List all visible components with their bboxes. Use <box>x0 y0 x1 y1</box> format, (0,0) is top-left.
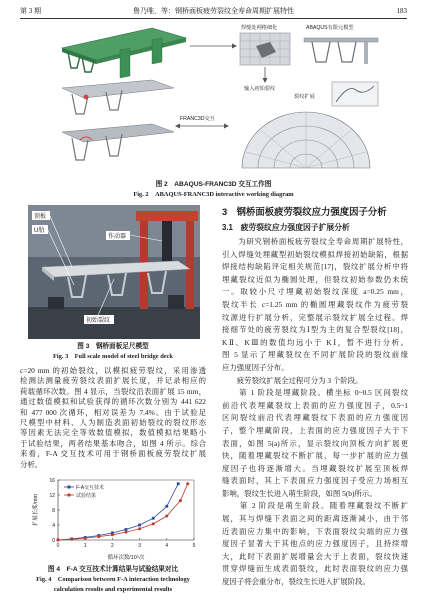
deck-diaphragm <box>120 48 130 78</box>
x-tick-label: 0 <box>56 543 60 549</box>
text-line: 第 1 阶段是埋藏阶段。横坐标 0~0.5 区间裂纹 <box>222 388 408 398</box>
figure-3-caption-en: Fig. 3 Full scale model of steel bridge deck <box>53 353 173 360</box>
y-tick-label: 0 <box>52 537 55 544</box>
text-line: 展，其与焊缝下表面之间的距离逐渐减小，由于邻 <box>222 514 408 524</box>
weld-mesh-detail <box>240 33 290 65</box>
actuator <box>162 221 172 261</box>
legend-label-series-2: 试验结果 <box>76 493 97 499</box>
text-line: 引入焊缝处埋藏型初始裂纹模拟焊接初始缺陷，根据 <box>222 249 408 259</box>
x-tick-label: 2 <box>111 543 114 549</box>
figure-4-caption-en-line-2: calculation results and experimental results <box>53 586 173 593</box>
data-point <box>152 522 155 525</box>
text-line: 快，随着埋藏裂纹不断扩展，每一步扩展的应力强 <box>222 451 408 461</box>
x-axis-label: 循环次数/10⁵次 <box>107 555 145 561</box>
right-column-text <box>222 236 408 589</box>
text-line: 和 477 000 次循环，相对误差为 7.4%。由于试验足 <box>20 407 206 417</box>
text-line: 来看，F-A 交互技术可用于钢桥面板疲劳裂纹扩展 <box>20 449 206 459</box>
text-line: 等因素无法完全等效数值模拟，数值模拟结果略小 <box>20 428 206 438</box>
loading-frame-column <box>186 211 194 309</box>
y-tick-label: 8 <box>52 507 55 514</box>
text-line: 第 2 阶段是萌生阶段。随着埋藏裂纹不断扩 <box>222 501 408 511</box>
text-line: 尺模型中材料、人为制造表面初始裂纹的裂纹形态 <box>20 417 206 427</box>
y-axis-label: 扩展长度/mm <box>33 493 39 527</box>
data-point <box>111 533 114 536</box>
text-line: 影响，裂纹生长进入萌生阶段，如图 5(b)所示。 <box>222 488 377 498</box>
data-point <box>125 528 128 531</box>
loading-frame-beam <box>136 211 198 221</box>
y-tick-label: 4 <box>52 522 55 529</box>
label-u-rib-text: U肋 <box>34 228 45 234</box>
data-point <box>70 538 73 541</box>
y-tick-label: 16 <box>49 477 55 484</box>
text-line: 贯穿焊缝而生成表面裂纹，此时表面裂纹的应力强 <box>222 564 408 574</box>
text-line: 裂纹半长 c=1.25 mm 的椭圆埋藏裂纹作为疲劳裂 <box>222 299 408 309</box>
figure-3-test-photo <box>28 205 200 339</box>
x-tick-label: 3 <box>138 543 141 549</box>
figure-2-caption-en: Fig. 2 ABAQUS-FRANC3D interactive working diagram <box>133 191 294 198</box>
data-point <box>152 517 155 520</box>
text-line: 表面，如图 5(a)所示，显示裂纹向顶板方向扩展更 <box>222 438 408 448</box>
figure-2-workflow-diagram <box>56 22 386 178</box>
text-line: 应力强度因子分布。 <box>222 362 289 372</box>
thumb-frame <box>332 82 378 106</box>
subsection-heading: 3.1 疲劳裂纹应力强度因子扩展分析 <box>222 223 350 232</box>
data-point <box>138 527 141 530</box>
data-point <box>165 505 168 508</box>
x-tick-label: 1 <box>83 543 87 549</box>
chart-legend <box>64 484 104 499</box>
x-tick-label: 5 <box>192 543 196 549</box>
sif-distribution-thumb <box>332 82 378 106</box>
text-line: 缝表面时，其上下表面应力强度因子受应力场相互 <box>222 476 408 486</box>
submodel-plate <box>62 80 174 98</box>
figure-4-caption-en-line-1: Fig. 4 Comparison between F-A interaction technology <box>36 576 190 583</box>
data-point <box>97 535 100 538</box>
arrow-head-icon <box>175 124 180 129</box>
left-column-text <box>20 366 206 470</box>
arrow-head-icon <box>263 78 268 83</box>
label-top-plate-text: 顶板 <box>34 214 47 220</box>
franc3d-submodel <box>62 80 174 114</box>
figure-4-chart <box>30 474 200 562</box>
figure-3-caption-cn: 图 3 钢桥面板足尺模型 <box>77 343 149 350</box>
text-line: 分析。 <box>20 459 43 469</box>
support-block <box>48 297 64 309</box>
running-title: 鲁乃唯，等：钢桥面板疲劳裂纹全寿命周期扩展特性 <box>133 7 294 15</box>
data-point <box>125 531 128 534</box>
label-initial-crack-text: 初始裂纹 <box>86 318 111 324</box>
text-line: 区间裂纹前沿代表埋藏裂纹下表面的应力强度因 <box>222 413 408 423</box>
abaqus-deck-model <box>62 28 186 78</box>
franc3d-cracked-model <box>62 124 174 160</box>
label-franc3d-interaction: FRANC3D交互 <box>180 116 215 122</box>
text-line: 疲劳裂纹扩展全过程可分为 3 个阶段。 <box>222 375 363 385</box>
text-line: 大，此时下表面扩展增量会大于上表面，裂纹快速 <box>222 551 408 561</box>
text-line: KⅡ、KⅢ的数值均远小于 KⅠ，暂不进行分析。 <box>222 337 408 347</box>
text-line: 前沿代表埋藏裂纹上表面的应力强度因子，0.5~1 <box>222 400 408 410</box>
text-line: 接细节处的疲劳裂纹为Ⅰ型为主的复合型裂纹[18]， <box>222 325 408 335</box>
label-input-crack: 输入初始裂纹 <box>244 86 276 92</box>
section-diaphragm <box>364 42 368 64</box>
legend-marker-series-1 <box>68 486 71 489</box>
text-line: 荷载循环次数。图 4 显示，当裂纹沿表面扩展 15 mm， <box>20 386 206 396</box>
deck-diaphragm <box>152 38 162 64</box>
label-crack-growth: 裂纹扩展 <box>294 94 315 100</box>
data-point <box>165 515 168 518</box>
label-actuator-text: 作动器 <box>108 234 127 240</box>
x-tick-label: 4 <box>165 543 169 549</box>
crack-location-marker <box>84 95 89 100</box>
arrow-head-icon <box>232 44 237 49</box>
label-mesh-refinement: 焊缝处网格细化 <box>241 25 278 31</box>
chart-series-group <box>57 482 190 541</box>
loading-frame-column <box>140 211 148 309</box>
legend-label-series-1: F-A交互技术 <box>76 485 105 491</box>
section-top-plate <box>304 38 378 42</box>
text-line: 度因子也将逐渐增大。当埋藏裂纹扩展至顶板焊 <box>222 463 408 473</box>
data-point <box>186 482 189 485</box>
header-rule <box>20 18 407 19</box>
data-point <box>179 499 182 502</box>
text-line: 通过数值模拟和试验获得的循环次数分别为 441 622 <box>20 397 206 407</box>
figure-2-caption-cn: 图 2 ABAQUS-FRANC3D 交互工作图 <box>155 181 272 188</box>
figure-4-caption-cn: 图 4 F-A 交互技术计算结果与试验结果对比 <box>47 566 179 573</box>
text-line: 纹源进行扩展分析，完整展示裂纹扩展全过程。焊 <box>222 312 408 322</box>
page-number: 183 <box>396 7 407 15</box>
section-heading: 3 钢桥面板疲劳裂纹应力强度因子分析 <box>222 206 387 217</box>
issue-number: 第 3 期 <box>20 7 41 15</box>
text-line: 度因子将会重分布，裂纹生长进入扩展阶段。 <box>222 577 370 587</box>
abaqus-section-model <box>304 38 378 64</box>
text-line: 子，整个埋藏阶段，上表面的应力强度因子大于下 <box>222 425 408 435</box>
crack-growth-fronts <box>242 112 370 168</box>
data-point <box>138 524 141 527</box>
text-line: 度因子显著大于其他点的应力强度因子，且持续增 <box>222 539 408 549</box>
support-block <box>168 295 184 309</box>
arrow-head-icon <box>224 124 229 129</box>
text-line: 于试验结果，两者结果基本吻合，如图 4 所示。综合 <box>20 438 206 448</box>
data-point <box>84 537 87 540</box>
text-line: 埋藏裂纹近似为椭圆处理，但裂纹初始参数仍未统 <box>222 274 408 284</box>
data-point <box>177 482 180 485</box>
text-line: 为研究钢桥面板疲劳裂纹全寿命周期扩展特性， <box>222 237 408 246</box>
text-line: 图 5 显示了埋藏裂纹在不同扩展阶段的裂纹前缘 <box>222 350 408 360</box>
text-line: c=20 mm 的初始裂纹，以模拟疲劳裂纹，采用渗透 <box>20 366 206 375</box>
y-tick-label: 12 <box>49 492 55 499</box>
text-line: 近表面应力集中的影响，下表面裂纹尖端的应力强 <box>222 526 408 536</box>
text-line: 一。取较小尺寸埋藏初始裂纹深度 a=0.25 mm， <box>222 287 408 297</box>
text-line: 焊接结构缺陷评定相关规范[17]，裂纹扩展分析中将 <box>222 262 408 272</box>
section-u-ribs <box>312 42 356 62</box>
cracked-model-plate <box>62 124 174 142</box>
label-abaqus-model: ABAQUS有限元模型 <box>306 25 354 31</box>
legend-marker-series-2 <box>67 493 70 496</box>
text-line: 检测法测量疲劳裂纹表面扩展长度，并记录相应的 <box>20 376 206 386</box>
data-point <box>57 539 60 542</box>
